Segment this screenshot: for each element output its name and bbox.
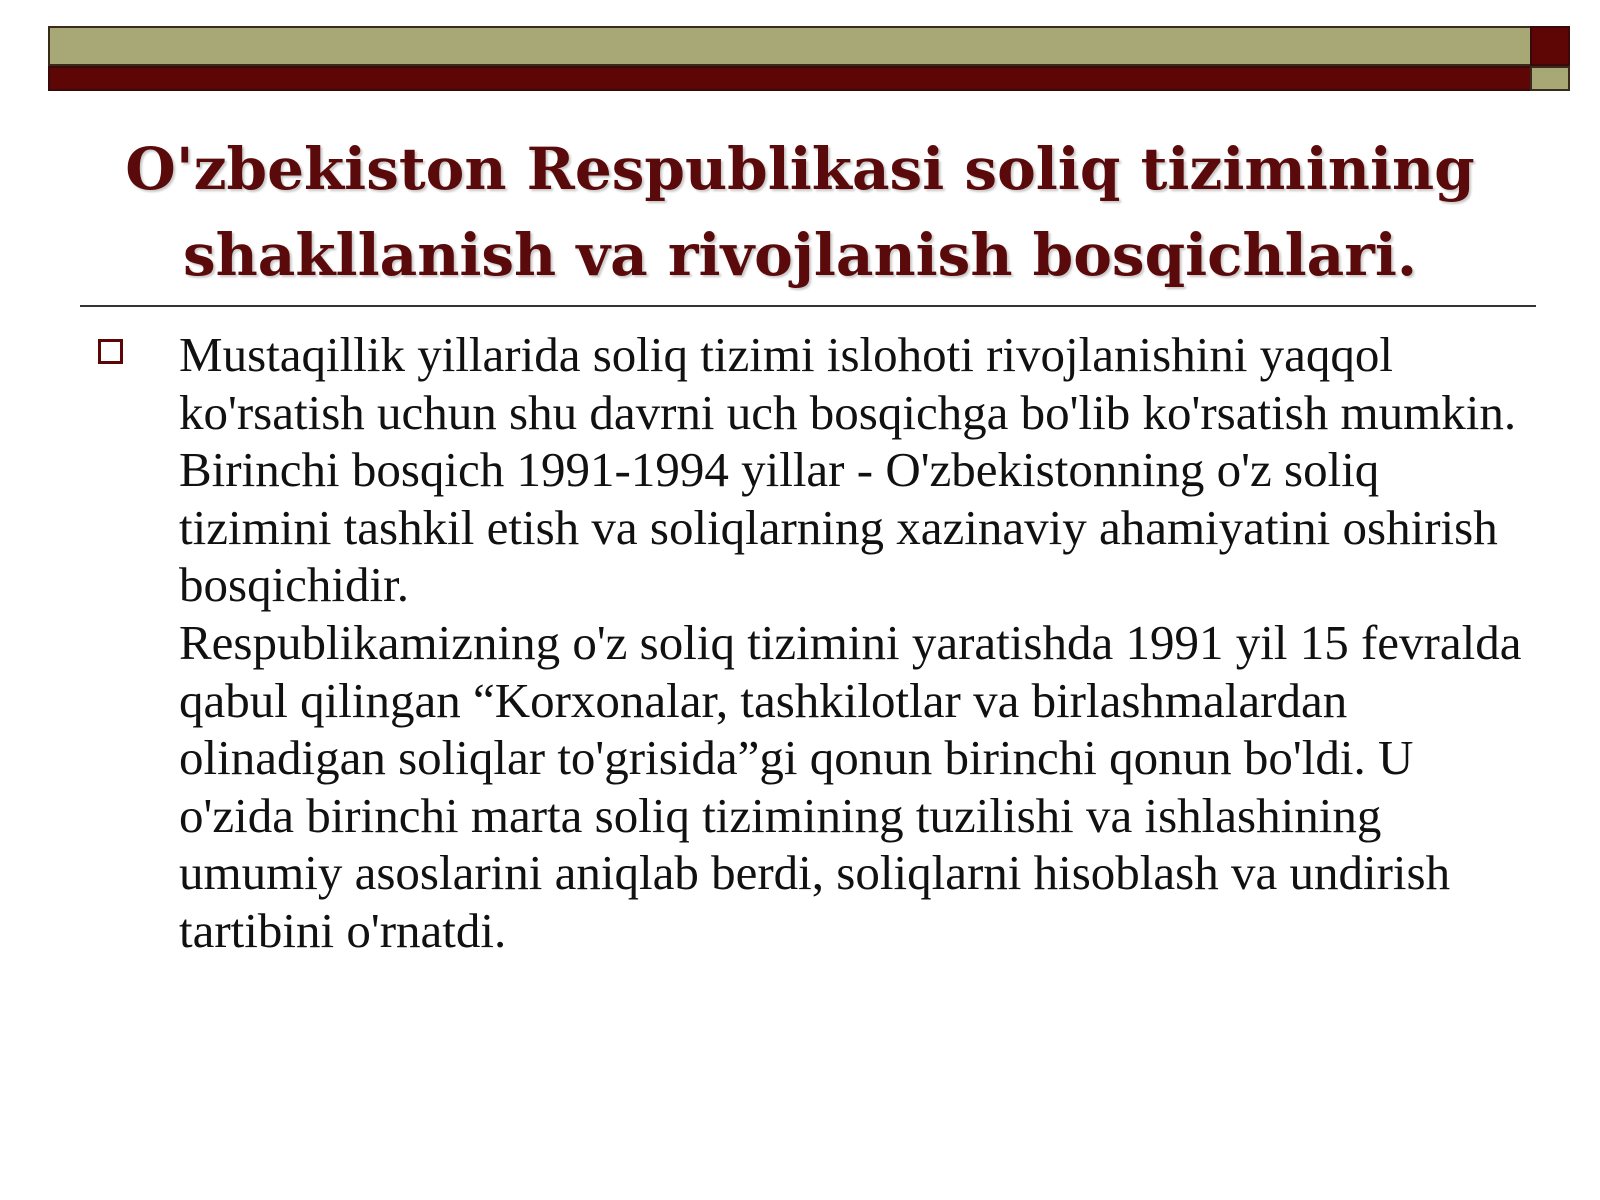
banner-corner-maroon bbox=[1530, 26, 1570, 66]
header-banner bbox=[0, 0, 1600, 100]
banner-maroon-band bbox=[48, 66, 1534, 91]
paragraph-intro: Mustaqillik yillarida soliq tizimi islohoti rivojlanishini yaqqol ko'rsatish uchun shu davrni uch bosqichga bo'lib ko'rsatish mumkin. bbox=[179, 327, 1517, 440]
slide-title: O'zbekiston Respublikasi soliq tizimining shakllanish va rivojlanish bosqichlari. bbox=[125, 135, 1475, 289]
banner-corner-olive bbox=[1530, 66, 1570, 91]
paragraph-first-law: Respublikamizning o'z soliq tizimini yaratishda 1991 yil 15 fevralda qabul qilingan “Korxonalar, tashkilotlar va birlashmalardan olinadigan soliqlar to'grisida”gi qonun birinchi qonun bo'ldi. U o'zida birinchi marta soliq tizimining tuzilishi va ishlashining umumiy asoslarini aniqlab berdi, soliqlarni hisoblash va undirish tartibini o'rnatdi. bbox=[179, 614, 1522, 958]
banner-olive-band bbox=[48, 26, 1534, 66]
title-divider bbox=[80, 305, 1536, 307]
bullet-text bbox=[179, 326, 1538, 960]
hollow-square-icon bbox=[98, 339, 123, 364]
slide-body bbox=[98, 326, 1538, 960]
paragraph-first-stage: Birinchi bosqich 1991-1994 yillar - O'zbekistonning o'z soliq tizimini tashkil etish va soliqlarning xazinaviy ahamiyatini oshirish bosqichidir. bbox=[179, 442, 1498, 613]
